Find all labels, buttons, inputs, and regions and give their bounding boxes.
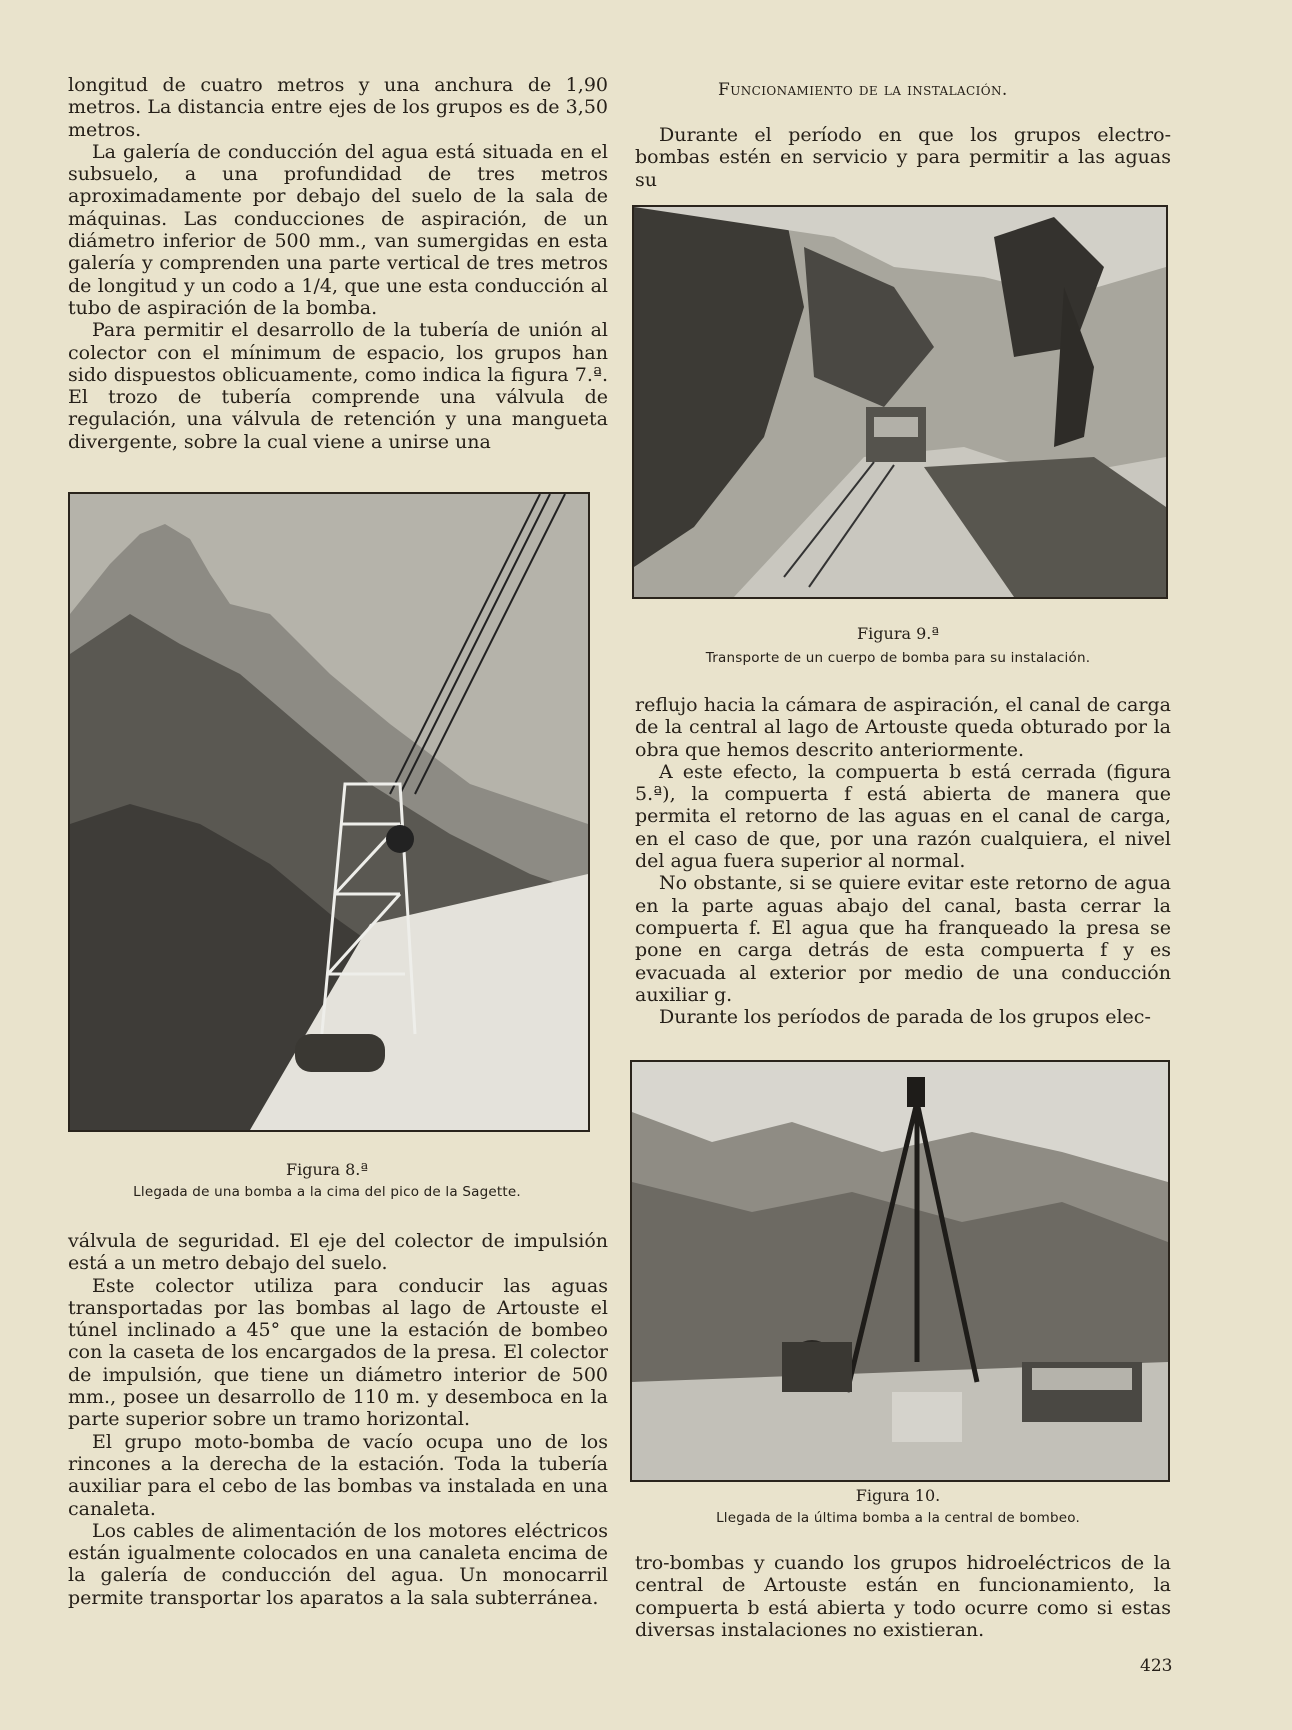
- right-column-top-text: [635, 124, 1171, 191]
- paragraph: Durante el período en que los grupos electro-bombas estén en servicio y para permitir a las aguas su: [635, 124, 1171, 191]
- right-column-middle-text: [635, 694, 1171, 1028]
- figure-8-number: Figura 8.ª: [286, 1160, 368, 1179]
- paragraph: longitud de cuatro metros y una anchura de 1,90 metros. La distancia entre ejes de los grupos es de 3,50 metros.: [68, 74, 608, 141]
- paragraph: La galería de conducción del agua está situada en el subsuelo, a una profundidad de tres metros aproximadamente por debajo del suelo de la sala de máquinas. Las conducciones de aspiración, de un diámetro inferior de 500 mm., van sumergidas en esta galería y comprenden una parte vertical de tres metros de longitud y un codo a 1/4, que une esta conducción al tubo de aspiración de la bomba.: [68, 140, 608, 319]
- section-title: Funcionamiento de la instalación.: [718, 80, 1008, 100]
- page-number: 423: [1140, 1656, 1173, 1676]
- figure-10-photo: [630, 1060, 1170, 1482]
- paragraph: reflujo hacia la cámara de aspiración, el canal de carga de la central al lago de Artouste queda obturado por la obra que hemos descrito anteriormente.: [635, 694, 1171, 761]
- figure-9-number: Figura 9.ª: [857, 624, 939, 643]
- paragraph: Este colector utiliza para conducir las aguas transportadas por las bombas al lago de Artouste el túnel inclinado a 45° que une la estación de bombeo con la caseta de los encargados de la presa. El colector de impulsión, que tiene un diámetro interior de 500 mm., posee un desarrollo de 110 m. y desemboca en la parte superior sobre un tramo horizontal.: [68, 1274, 608, 1431]
- paragraph: Para permitir el desarrollo de la tubería de unión al colector con el mínimum de espacio, los grupos han sido dispuestos oblicuamente, como indica la figura 7.ª. El trozo de tubería comprende una válvula de regulación, una válvula de retención y una mangueta divergente, sobre la cual viene a unirse una: [68, 319, 608, 453]
- figure-10-number: Figura 10.: [855, 1486, 941, 1505]
- paragraph: tro-bombas y cuando los grupos hidroeléctricos de la central de Artouste están en funcionamiento, la compuerta b está abierta y todo ocurre como si estas diversas instalaciones no existieran.: [635, 1552, 1171, 1641]
- left-column-bottom-text: [68, 1230, 608, 1609]
- paragraph: A este efecto, la compuerta b está cerrada (figura 5.ª), la compuerta f está abierta de manera que permita el retorno de las aguas en el canal de carga, en el caso de que, por una razón cualquiera, el nivel del agua fuera superior al normal.: [635, 760, 1171, 873]
- paragraph: El grupo moto-bomba de vacío ocupa uno de los rincones a la derecha de la estación. Toda la tubería auxiliar para el cebo de las bombas va instalada en una canaleta.: [68, 1430, 608, 1520]
- paragraph: Los cables de alimentación de los motores eléctricos están igualmente colocados en una canaleta encima de la galería de conducción del agua. Un monocarril permite transportar los aparatos a la sala subterránea.: [68, 1519, 608, 1609]
- right-column-bottom-text: [635, 1552, 1171, 1641]
- paragraph: válvula de seguridad. El eje del colector de impulsión está a un metro debajo del suelo.: [68, 1230, 608, 1275]
- figure-10-caption: Llegada de la última bomba a la central de bombeo.: [716, 1510, 1080, 1526]
- paragraph: Durante los períodos de parada de los grupos elec-: [659, 1006, 1151, 1029]
- figure-8-photo: [68, 492, 590, 1132]
- left-column-top-text: [68, 74, 608, 453]
- figure-9-caption: Transporte de un cuerpo de bomba para su instalación.: [705, 650, 1091, 666]
- figure-9-photo: [632, 205, 1168, 599]
- paragraph: No obstante, si se quiere evitar este retorno de agua en la parte aguas abajo del canal, basta cerrar la compuerta f. El agua que ha franqueado la presa se pone en carga detrás de esta compuerta f y es evacuada al exterior por medio de una conducción auxiliar g.: [635, 872, 1171, 1006]
- figure-8-caption: Llegada de una bomba a la cima del pico de la Sagette.: [133, 1184, 521, 1200]
